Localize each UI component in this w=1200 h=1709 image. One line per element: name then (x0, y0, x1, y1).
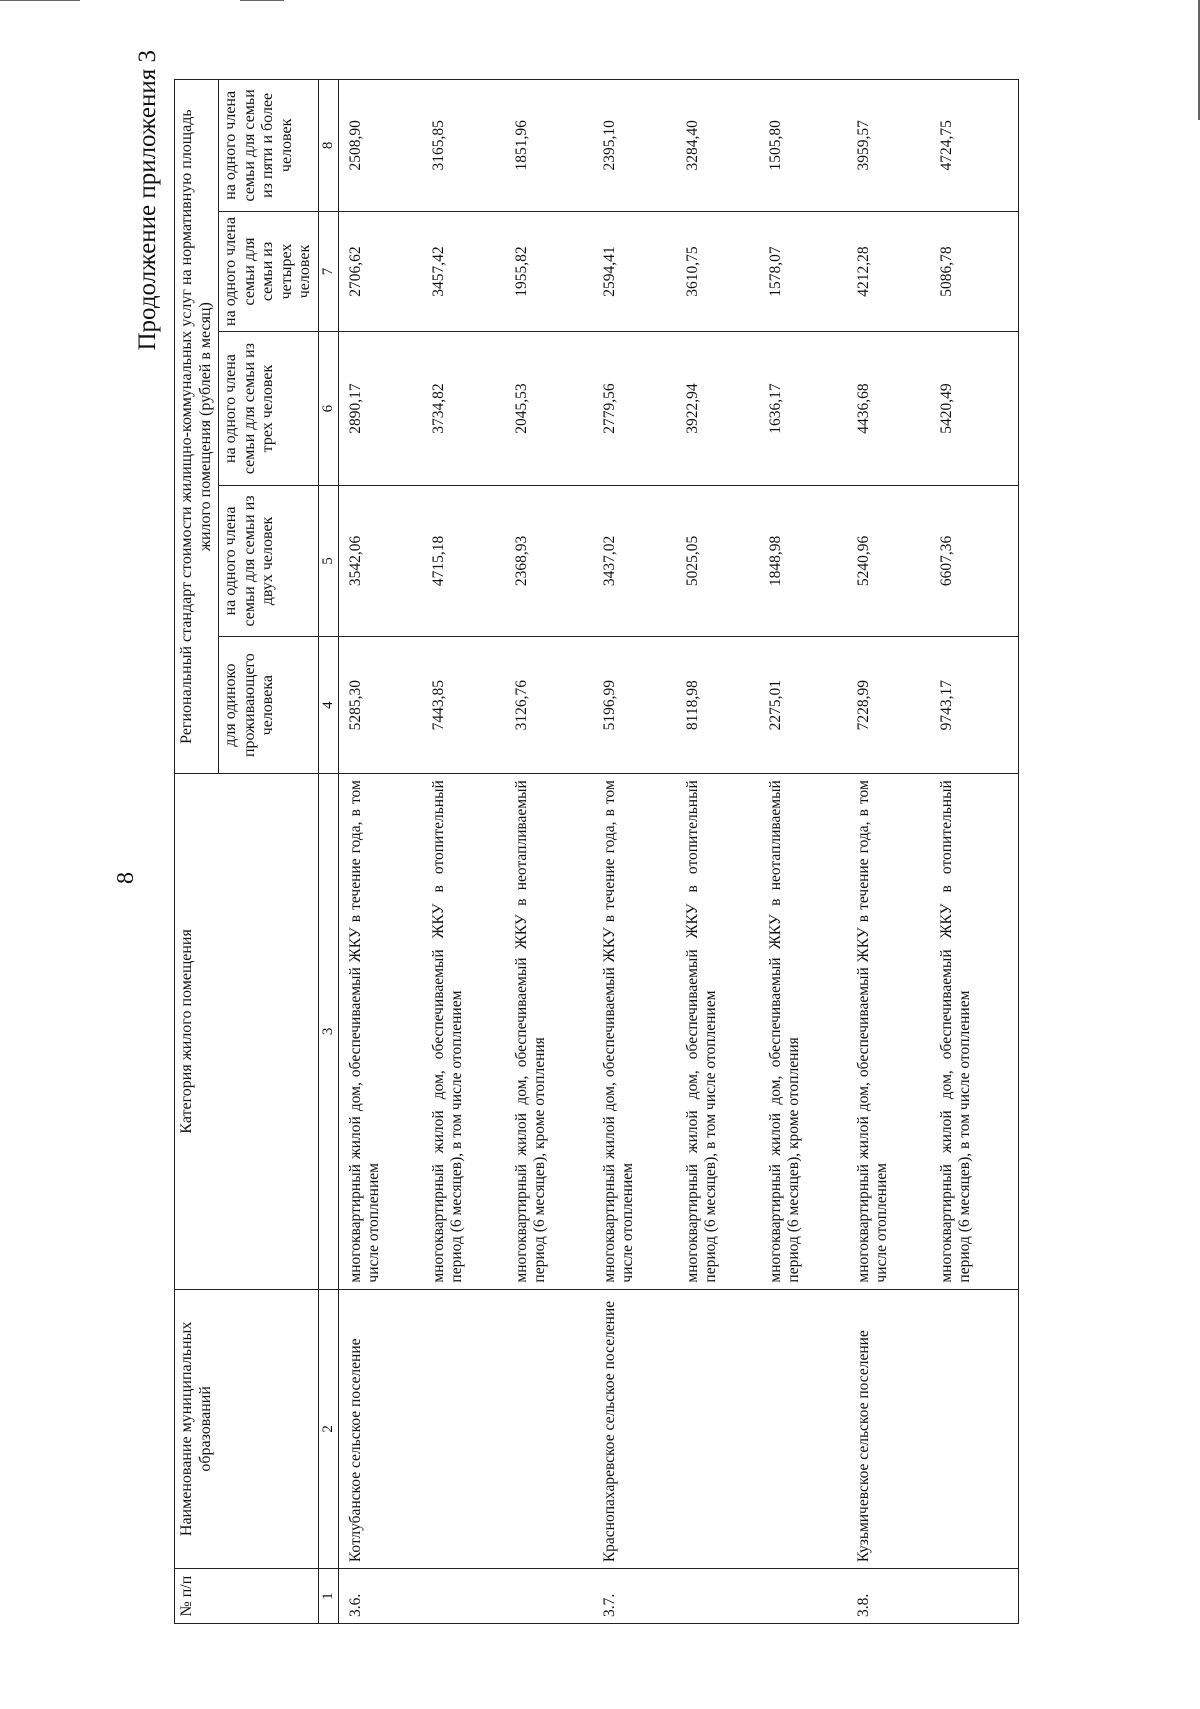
cell-category: многоквартирный жилой дом, обеспечиваемый ЖКУ в отопительный период (6 месяцев), в том числе отоплением (681, 774, 764, 1289)
cell-value: 2706,62 (339, 211, 428, 332)
cell-category: многоквартирный жилой дом, обеспечиваемый ЖКУ в неотапливаемый период (6 месяцев), кроме отопления (510, 774, 593, 1289)
header-col7: на одного члена семьи для семьи из четырех человек (219, 211, 319, 332)
header-municipality: Наименование муниципальных образований (175, 1289, 319, 1569)
cell-value: 4436,68 (847, 332, 935, 486)
table-row (339, 80, 428, 1624)
cell-value: 5240,96 (847, 485, 935, 636)
column-number: 1 (318, 1569, 338, 1624)
cell-number: 3.6. (339, 1569, 428, 1624)
cell-number (681, 1569, 764, 1624)
cell-value: 2594,41 (593, 211, 681, 332)
header-col6: на одного члена семьи для семьи из трех человек (219, 332, 319, 486)
table-row (935, 80, 1019, 1624)
cell-value: 6607,36 (935, 485, 1019, 636)
cell-municipality: Кузьмичевское сельское поселение (847, 1289, 935, 1569)
page-number: 8 (113, 872, 139, 884)
cell-number (935, 1569, 1019, 1624)
column-number: 6 (318, 332, 338, 486)
cell-category: многоквартирный жилой дом, обеспечиваемый ЖКУ в течение года, в том числе отоплением (339, 774, 428, 1289)
header-col8: на одного члена семьи для семьи из пяти и более человек (219, 80, 319, 212)
cell-municipality (427, 1289, 510, 1569)
column-number: 2 (318, 1289, 338, 1569)
table-row (427, 80, 510, 1624)
cell-value: 2045,53 (510, 332, 593, 486)
cell-value: 4715,18 (427, 485, 510, 636)
cell-value: 4724,75 (935, 80, 1019, 212)
cell-value: 1851,96 (510, 80, 593, 212)
cell-number: 3.7. (593, 1569, 681, 1624)
cell-value: 5025,05 (681, 485, 764, 636)
cell-number: 3.8. (847, 1569, 935, 1624)
cell-value: 2890,17 (339, 332, 428, 486)
cell-value: 5420,49 (935, 332, 1019, 486)
cell-value: 8118,98 (681, 637, 764, 774)
header-group: Региональный стандарт стоимости жилищно-коммунальных услуг на нормативную площадь жилого помещения (рублей в месяц) (175, 80, 219, 774)
table-body (339, 80, 1019, 1624)
cell-municipality: Котлубанское сельское поселение (339, 1289, 428, 1569)
column-number: 3 (318, 774, 338, 1289)
cell-value: 3457,42 (427, 211, 510, 332)
cell-municipality (764, 1289, 847, 1569)
cell-municipality (510, 1289, 593, 1569)
cell-value: 3437,02 (593, 485, 681, 636)
table-row (510, 80, 593, 1624)
header-col5: на одного члена семьи для семьи из двух человек (219, 485, 319, 636)
cell-value: 1955,82 (510, 211, 593, 332)
column-number: 7 (318, 211, 338, 332)
header-number: № п/п (175, 1569, 319, 1624)
cell-value: 1636,17 (764, 332, 847, 486)
cell-category: многоквартирный жилой дом, обеспечиваемый ЖКУ в течение года, в том числе отоплением (593, 774, 681, 1289)
cell-value: 3959,57 (847, 80, 935, 212)
cell-value: 2368,93 (510, 485, 593, 636)
column-number: 4 (318, 637, 338, 774)
cell-value: 7228,99 (847, 637, 935, 774)
table-row (681, 80, 764, 1624)
standard-cost-table (174, 79, 1019, 1624)
continuation-title: Продолжение приложения 3 (134, 50, 161, 351)
cell-value: 3734,82 (427, 332, 510, 486)
cell-value: 3542,06 (339, 485, 428, 636)
cell-municipality (935, 1289, 1019, 1569)
cell-category: многоквартирный жилой дом, обеспечиваемый ЖКУ в течение года, в том числе отоплением (847, 774, 935, 1289)
cell-value: 3922,94 (681, 332, 764, 486)
cell-value: 4212,28 (847, 211, 935, 332)
cell-category: многоквартирный жилой дом, обеспечиваемый ЖКУ в неотапливаемый период (6 месяцев), кроме отопления (764, 774, 847, 1289)
column-number: 8 (318, 80, 338, 212)
cell-value: 5196,99 (593, 637, 681, 774)
cell-category: многоквартирный жилой дом, обеспечиваемый ЖКУ в отопительный период (6 месяцев), в том числе отоплением (427, 774, 510, 1289)
header-col4: для одиноко проживающего человека (219, 637, 319, 774)
cell-value: 3165,85 (427, 80, 510, 212)
cell-value: 9743,17 (935, 637, 1019, 774)
cell-municipality (681, 1289, 764, 1569)
cell-value: 3284,40 (681, 80, 764, 212)
table-row (764, 80, 847, 1624)
cell-category: многоквартирный жилой дом, обеспечиваемый ЖКУ в отопительный период (6 месяцев), в том числе отоплением (935, 774, 1019, 1289)
cell-value: 2275,01 (764, 637, 847, 774)
cell-value: 1578,07 (764, 211, 847, 332)
cell-value: 7443,85 (427, 637, 510, 774)
cell-value: 1848,98 (764, 485, 847, 636)
cell-municipality: Краснопахаревское сельское поселение (593, 1289, 681, 1569)
cell-value: 2395,10 (593, 80, 681, 212)
cell-value: 1505,80 (764, 80, 847, 212)
cell-value: 2508,90 (339, 80, 428, 212)
cell-value: 5285,30 (339, 637, 428, 774)
cell-value: 3126,76 (510, 637, 593, 774)
cell-value: 3610,75 (681, 211, 764, 332)
header-category: Категория жилого помещения (175, 774, 319, 1289)
table-row (847, 80, 935, 1624)
cell-number (427, 1569, 510, 1624)
cell-value: 2779,56 (593, 332, 681, 486)
cell-number (510, 1569, 593, 1624)
table-row (593, 80, 681, 1624)
cell-value: 5086,78 (935, 211, 1019, 332)
column-number: 5 (318, 485, 338, 636)
cell-number (764, 1569, 847, 1624)
